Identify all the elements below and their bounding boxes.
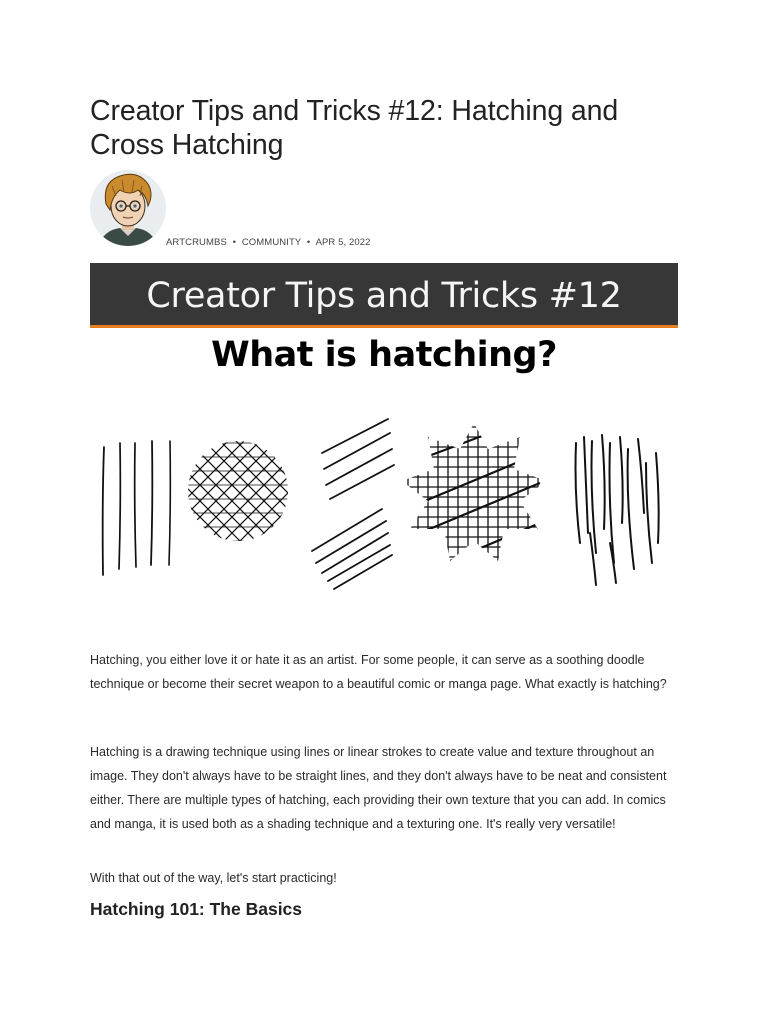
author-avatar[interactable] (90, 170, 166, 246)
hero-title: Creator Tips and Tricks #12 (146, 276, 622, 316)
hero-subtitle: What is hatching? (211, 335, 557, 375)
paragraph: Hatching, you either love it or hate it as an artist. For some people, it can serve as a soothing doodle technique or become their secret weapon to a beautiful comic or manga page. What exactly is hatching? (90, 653, 667, 691)
hero-banner (90, 263, 678, 328)
author-name[interactable]: ARTCRUMBS (166, 237, 227, 248)
article-category[interactable]: COMMUNITY (241, 237, 302, 248)
section-heading: Hatching 101: The Basics (90, 899, 303, 919)
article-title: Creator Tips and Tricks #12: Hatching and Cross Hatching (90, 95, 619, 161)
hero-image (90, 263, 678, 608)
hatching-examples-illustration (90, 413, 678, 603)
paragraph: Hatching is a drawing technique using lines or linear strokes to create value and texture throughout an image. They don't always have to be straight lines, and they don't always have to be neat and consistent either. There are multiple types of hatching, each providing their own texture that you can add. In comics and manga, it is used both as a shading technique and a texturing one. It's really very versatile! (90, 745, 667, 831)
crosshatch-circle-sample (180, 433, 300, 553)
byline-separator: • (306, 237, 311, 248)
article-date: APR 5, 2022 (315, 237, 371, 248)
article-byline (166, 237, 371, 248)
dense-crosshatch-star-sample (400, 423, 550, 563)
byline-separator: • (232, 237, 237, 248)
diagonal-hatching-sample (312, 419, 394, 589)
artist-avatar-icon (90, 170, 166, 246)
paragraph: With that out of the way, let's start practicing! (90, 871, 337, 885)
wavy-hatching-sample (576, 435, 659, 585)
vertical-hatching-sample (103, 441, 171, 575)
